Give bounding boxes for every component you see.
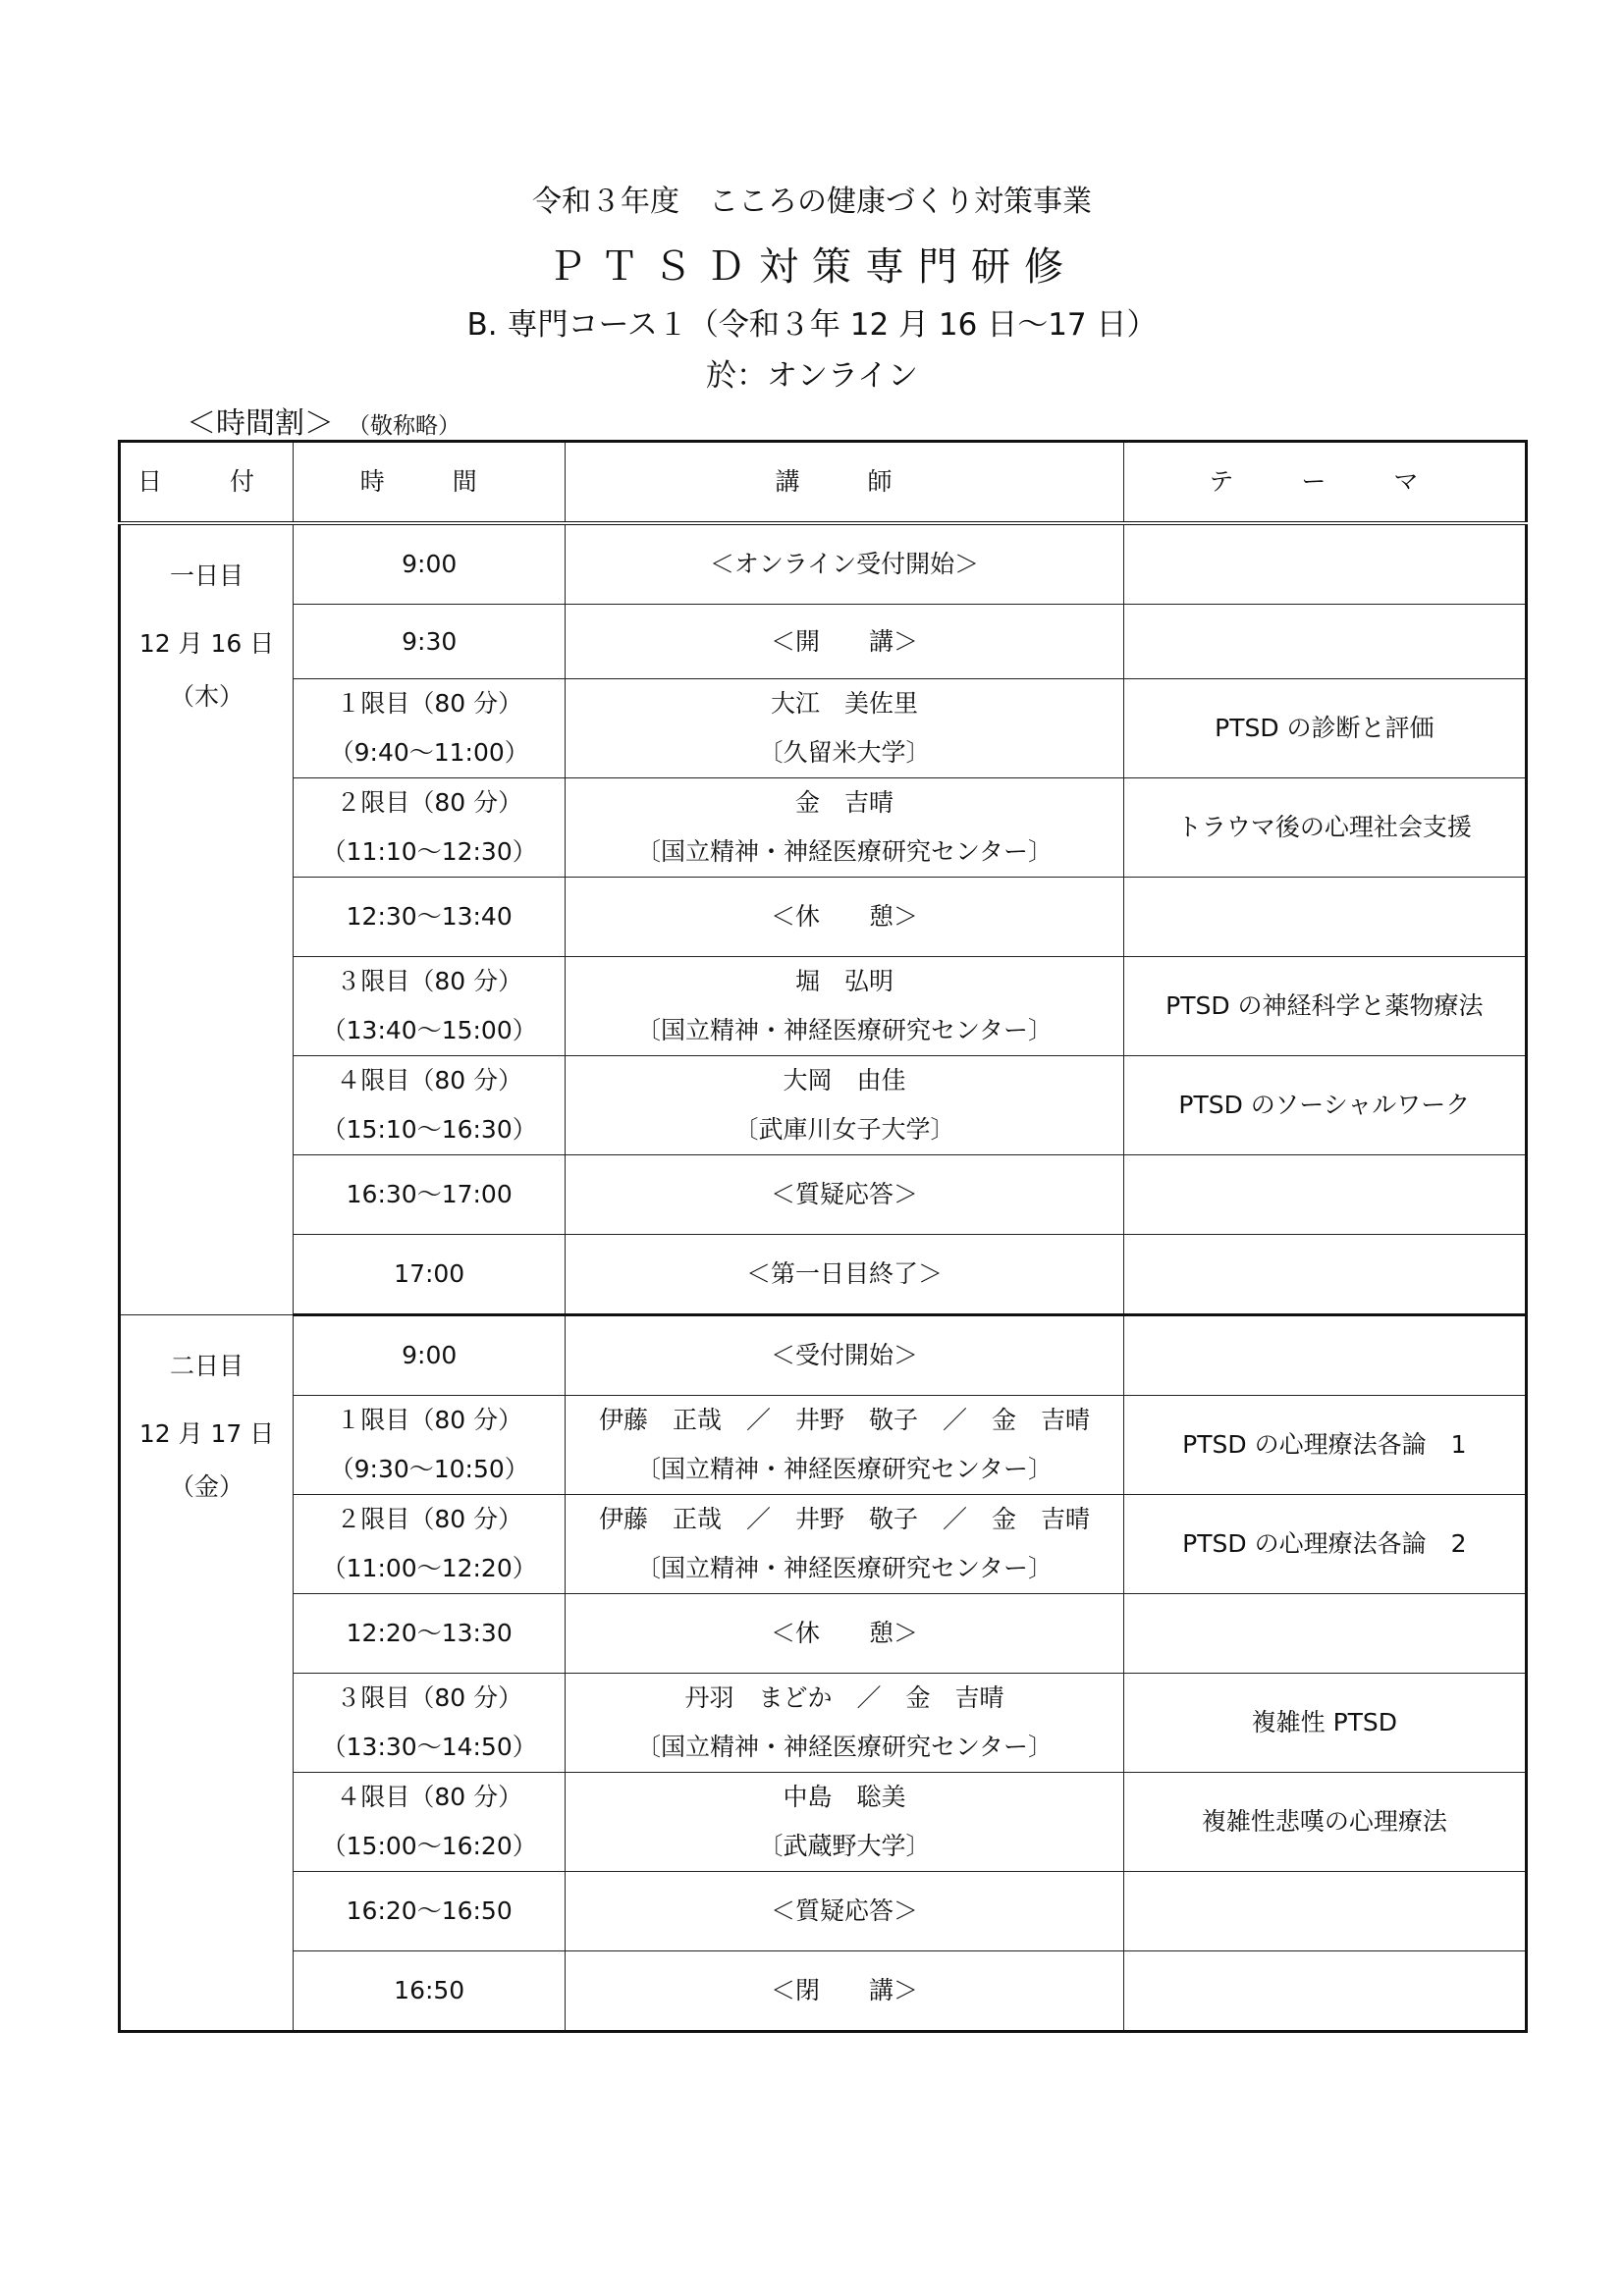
theme-cell: PTSD の神経科学と薬物療法 [1123,957,1526,1056]
period-label: ２限目（80 分） [336,1505,523,1533]
instructor-affiliation: 〔国立精神・神経医療研究センター〕 [635,1016,1053,1044]
period-time: （11:00～12:20） [321,1554,537,1582]
schedule-label [187,399,460,442]
table-row [120,605,1527,679]
table-row [120,523,1527,605]
theme-cell [1123,1872,1526,1951]
table-row [120,878,1527,957]
instructor-affiliation: 〔国立精神・神経医療研究センター〕 [635,1733,1053,1761]
theme-cell [1123,1155,1526,1235]
time-cell [294,957,566,1056]
theme-cell [1123,1594,1526,1674]
instructor-cell: ＜オンライン受付開始＞ [566,523,1123,605]
instructor-name: 丹羽 まどか ／ 金 吉晴 [684,1683,1004,1712]
time-cell [294,1396,566,1495]
theme-cell: PTSD の診断と評価 [1123,679,1526,778]
instructor-cell [566,1056,1123,1155]
instructor-cell [566,1674,1123,1773]
theme-cell [1123,1235,1526,1315]
time-cell: 12:30～13:40 [294,878,566,957]
instructor-cell: ＜休 憩＞ [566,1594,1123,1674]
period-label: １限目（80 分） [336,1406,523,1434]
period-time: （11:10～12:30） [321,837,537,866]
instructor-cell: ＜質疑応答＞ [566,1872,1123,1951]
table-row [120,1056,1527,1155]
day2-label: 二日目 [170,1352,244,1380]
time-cell [294,1056,566,1155]
period-label: ４限目（80 分） [336,1783,523,1811]
theme-cell: PTSD の心理療法各論 2 [1123,1495,1526,1594]
instructor-cell [566,1396,1123,1495]
instructor-cell: ＜受付開始＞ [566,1315,1123,1396]
theme-cell [1123,523,1526,605]
table-row [120,1951,1527,2032]
table-row [120,778,1527,878]
time-cell: 9:00 [294,523,566,605]
time-cell: 16:30～17:00 [294,1155,566,1235]
theme-cell: 複雑性悲嘆の心理療法 [1123,1773,1526,1872]
column-header-time: 時 間 [294,442,566,524]
time-cell: 12:20～13:30 [294,1594,566,1674]
time-cell [294,1674,566,1773]
time-cell [294,778,566,878]
time-cell: 16:20～16:50 [294,1872,566,1951]
theme-cell [1123,605,1526,679]
period-label: ４限目（80 分） [336,1066,523,1095]
instructor-cell [566,1773,1123,1872]
instructor-affiliation: 〔国立精神・神経医療研究センター〕 [635,1455,1053,1483]
time-cell [294,1773,566,1872]
table-row [120,679,1527,778]
table-row [120,1235,1527,1315]
day2-date: 12 月 17 日 [138,1419,275,1448]
header-line-1: 令和３年度 こころの健康づくり対策事業 [532,185,1092,219]
theme-cell: 複雑性 PTSD [1123,1674,1526,1773]
instructor-affiliation: 〔国立精神・神経医療研究センター〕 [635,1554,1053,1582]
instructor-cell: ＜休 憩＞ [566,878,1123,957]
instructor-name: 伊藤 正哉 ／ 井野 敬子 ／ 金 吉晴 [598,1505,1090,1533]
table-row [120,1315,1527,1396]
theme-cell: PTSD のソーシャルワーク [1123,1056,1526,1155]
period-time: （13:40～15:00） [321,1016,537,1044]
table-row [120,957,1527,1056]
venue-line: 於：オンライン [705,358,919,394]
column-header-instructor: 講 師 [566,442,1123,524]
time-cell: 17:00 [294,1235,566,1315]
instructor-affiliation: 〔久留米大学〕 [758,738,931,767]
period-time: （15:10～16:30） [321,1115,537,1144]
table-row [120,1396,1527,1495]
column-header-date: 日 付 [120,442,294,524]
instructor-cell [566,957,1123,1056]
period-label: ２限目（80 分） [336,788,523,817]
theme-cell [1123,878,1526,957]
theme-cell: PTSD の心理療法各論 1 [1123,1396,1526,1495]
table-row [120,1594,1527,1674]
schedule-label-text: ＜時間割＞ [187,406,334,441]
theme-cell: トラウマ後の心理社会支援 [1123,778,1526,878]
period-time: （9:30～10:50） [329,1455,529,1483]
instructor-affiliation: 〔国立精神・神経医療研究センター〕 [635,837,1053,866]
instructor-cell: ＜第一日目終了＞ [566,1235,1123,1315]
table-row [120,1495,1527,1594]
time-cell: 9:00 [294,1315,566,1396]
time-cell [294,1495,566,1594]
instructor-cell [566,778,1123,878]
schedule-table [118,440,1528,2033]
instructor-cell [566,679,1123,778]
course-subtitle: B. 専門コース１（令和３年 12 月 16 日～17 日） [466,307,1158,343]
period-label: ３限目（80 分） [336,967,523,995]
instructor-cell [566,1495,1123,1594]
period-time: （13:30～14:50） [321,1733,537,1761]
theme-cell [1123,1951,1526,2032]
table-row [120,1773,1527,1872]
day1-label: 一日目 [170,561,244,590]
day2-date-cell [120,1315,294,2032]
day2-weekday: （金） [170,1472,244,1501]
time-cell: 9:30 [294,605,566,679]
day1-date-cell [120,523,294,1315]
instructor-name: 堀 弘明 [794,967,893,995]
period-time: （15:00～16:20） [321,1832,537,1860]
document-title: ＰＴＳＤ対策専門研修 [547,244,1077,290]
table-header-row [120,442,1527,524]
instructor-cell: ＜閉 講＞ [566,1951,1123,2032]
instructor-name: 大江 美佐里 [770,689,918,718]
table-row [120,1155,1527,1235]
day1-weekday: （木） [170,682,244,711]
day1-date: 12 月 16 日 [138,629,275,658]
period-label: １限目（80 分） [336,689,523,718]
theme-cell [1123,1315,1526,1396]
column-header-theme: テ ー マ [1123,442,1526,524]
instructor-name: 金 吉晴 [794,788,893,817]
instructor-cell: ＜質疑応答＞ [566,1155,1123,1235]
time-cell: 16:50 [294,1951,566,2032]
instructor-name: 伊藤 正哉 ／ 井野 敬子 ／ 金 吉晴 [598,1406,1090,1434]
instructor-name: 大岡 由佳 [783,1066,906,1095]
table-row [120,1872,1527,1951]
period-label: ３限目（80 分） [336,1683,523,1712]
instructor-name: 中島 聡美 [783,1783,906,1811]
table-row [120,1674,1527,1773]
time-cell [294,679,566,778]
instructor-affiliation: 〔武蔵野大学〕 [758,1832,931,1860]
period-time: （9:40～11:00） [329,738,529,767]
instructor-cell: ＜開 講＞ [566,605,1123,679]
instructor-affiliation: 〔武庫川女子大学〕 [733,1115,955,1144]
schedule-note: （敬称略） [348,413,460,439]
